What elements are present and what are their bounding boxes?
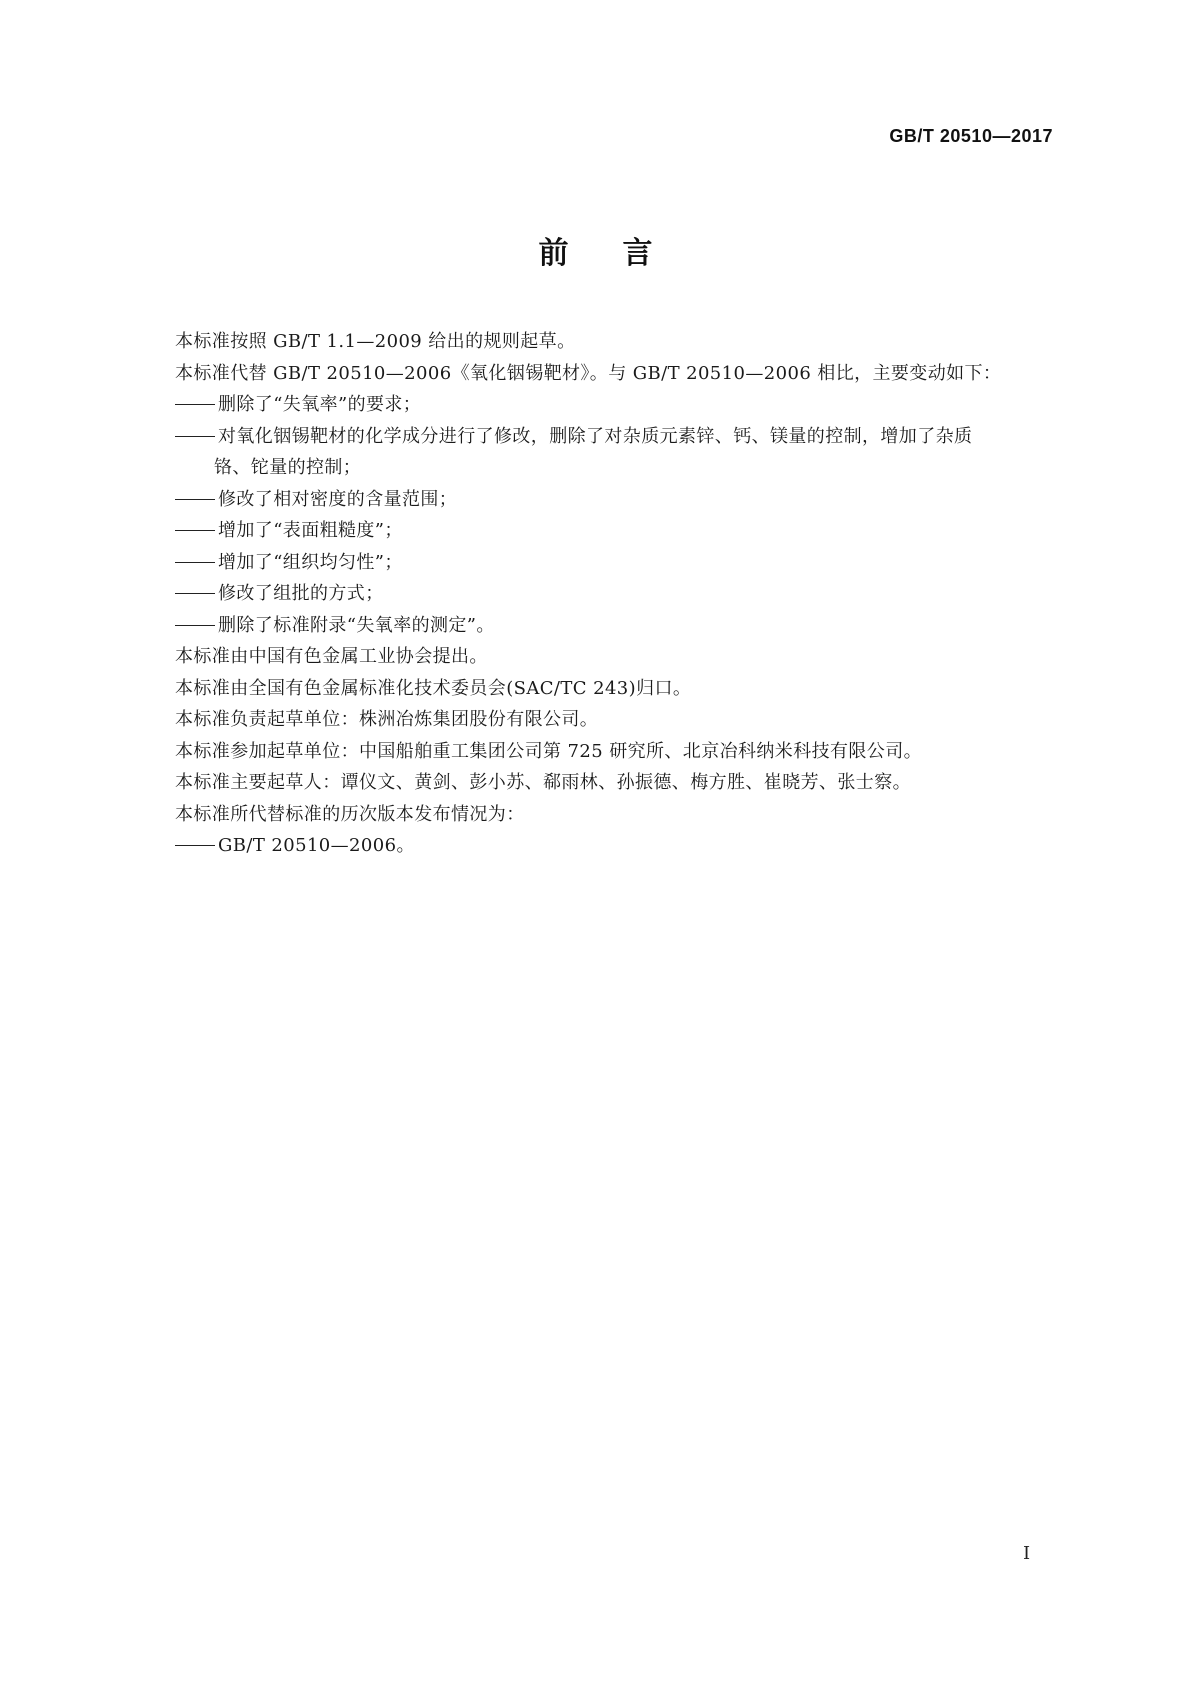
- paragraph: 本标准负责起草单位：株洲冶炼集团股份有限公司。: [175, 709, 599, 730]
- em-dash-marker: [175, 625, 215, 626]
- paragraph: 本标准代替 GB/T 20510—2006《氧化铟锡靶材》。与 GB/T 20510—2006 相比，主要变动如下：: [175, 362, 1002, 384]
- dash-list-item: [175, 578, 1055, 610]
- em-dash-marker: [175, 562, 215, 563]
- paragraph: 本标准主要起草人：谭仪文、黄剑、彭小苏、郗雨林、孙振德、梅方胜、崔晓芳、张士察。: [175, 772, 911, 793]
- foreword-body: [175, 326, 1055, 862]
- dash-list-item: [175, 547, 1055, 579]
- dash-item-continuation: 铬、铊量的控制；: [214, 457, 362, 478]
- page-number: I: [1023, 1543, 1031, 1564]
- paragraph: 本标准按照 GB/T 1.1—2009 给出的规则起草。: [175, 331, 576, 352]
- standard-code: GB/T 20510—2017: [889, 126, 1053, 146]
- dash-list-item: [175, 515, 1055, 547]
- dash-list-item: [175, 484, 1055, 516]
- paragraph: 本标准由全国有色金属标准化技术委员会(SAC/TC 243)归口。: [175, 677, 692, 699]
- dash-list-item: [175, 610, 1055, 642]
- page-title: 前言: [538, 236, 707, 271]
- dash-list-item: [175, 421, 1055, 484]
- dash-item-text: 删除了“失氧率”的要求；: [218, 394, 422, 415]
- dash-item-text: 对氧化铟锡靶材的化学成分进行了修改，删除了对杂质元素锌、钙、镁量的控制，增加了杂质: [218, 425, 973, 447]
- em-dash-marker: [175, 593, 215, 594]
- paragraph: 本标准所代替标准的历次版本发布情况为：: [175, 803, 525, 825]
- dash-list-item: [175, 389, 1055, 421]
- em-dash-marker: [175, 404, 215, 405]
- em-dash-marker: [175, 530, 215, 531]
- em-dash-marker: [175, 845, 215, 846]
- dash-item-text: 删除了标准附录“失氧率的测定”。: [218, 614, 495, 636]
- dash-item-text: 增加了“表面粗糙度”；: [218, 520, 403, 541]
- paragraph: 本标准由中国有色金属工业协会提出。: [175, 646, 488, 667]
- dash-item-text: GB/T 20510—2006。: [218, 835, 415, 856]
- dash-item-text: 增加了“组织均匀性”；: [218, 551, 403, 573]
- dash-item-text: 修改了组批的方式；: [218, 583, 384, 604]
- dash-list-item: [175, 830, 1055, 862]
- paragraph: 本标准参加起草单位：中国船舶重工集团公司第 725 研究所、北京冶科纳米科技有限公司。: [175, 740, 922, 762]
- em-dash-marker: [175, 436, 215, 437]
- em-dash-marker: [175, 499, 215, 500]
- dash-item-text: 修改了相对密度的含量范围；: [218, 488, 458, 510]
